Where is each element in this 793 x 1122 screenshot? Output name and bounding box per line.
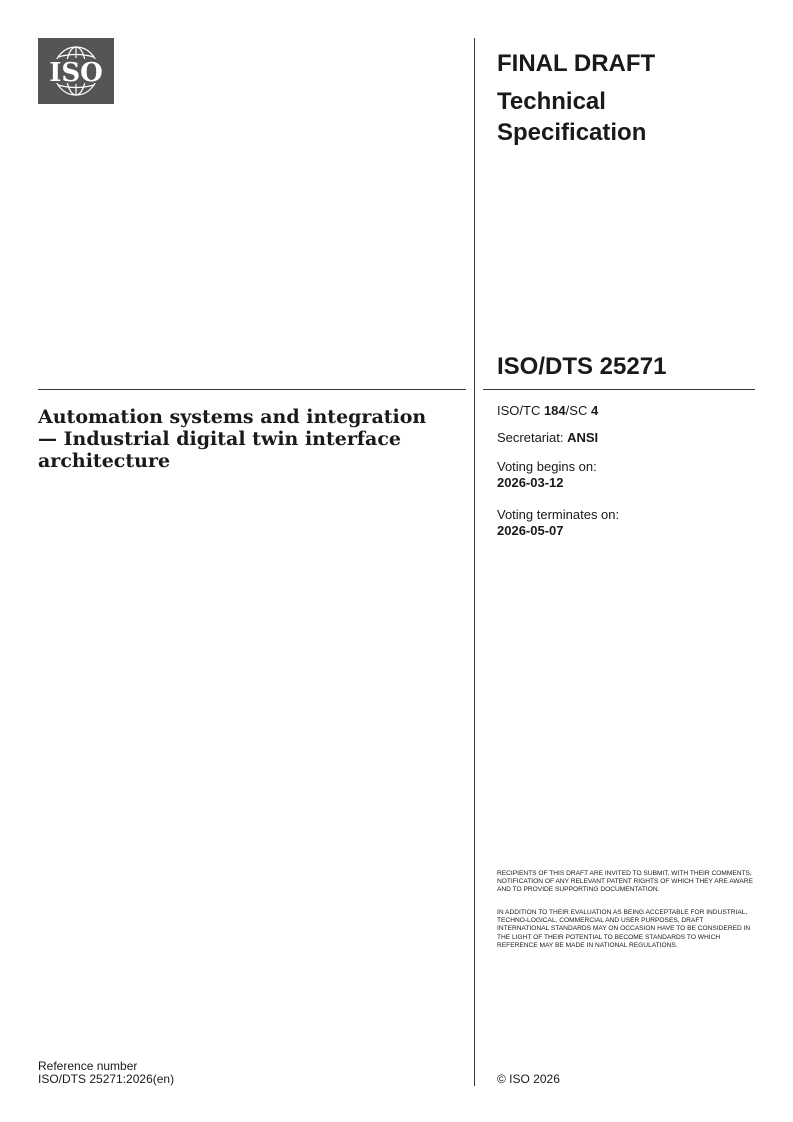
iso-logo [38,38,114,104]
voting-begins-date: 2026-03-12 [497,475,564,490]
svg-text:ISO: ISO [49,58,103,88]
voting-terminates-date: 2026-05-07 [497,523,564,538]
draft-label: FINAL DRAFT [497,50,656,77]
horizontal-divider-right [483,389,755,390]
secretariat-value: ANSI [567,430,599,445]
committee-prefix: ISO/TC [497,403,544,418]
voting-terminates-label: Voting terminates on: [497,507,620,522]
reference-label: Reference number [38,1059,138,1073]
document-number: ISO/DTS 25271 [497,353,667,380]
voting-terminates [497,507,619,539]
evaluation-notice: IN ADDITION TO THEIR EVALUATION AS BEING ACCEPTABLE FOR INDUSTRIAL, TECHNO-LOGICAL, COMMERCIAL AND USER PURPOSES, DRAFT INTERNATIONAL STANDARDS MAY ON OCCASION HAVE TO BE CONSIDERED IN THE LIGHT OF THEIR POTENTIAL TO BECOME STANDARDS TO WHICH REFERENCE MAY BE MADE IN NATIONAL REGULATIONS. [497,909,751,949]
patent-notice: RECIPIENTS OF THIS DRAFT ARE INVITED TO SUBMIT, WITH THEIR COMMENTS, NOTIFICATION OF ANY RELEVANT PATENT RIGHTS OF WHICH THEY ARE AWARE AND TO PROVIDE SUPPORTING DOCUMENTATION. [497,870,753,894]
document-type: Technical Specification [497,88,647,146]
horizontal-divider-left [38,389,466,390]
document-title: Automation systems and integration — Industrial digital twin interface architecture [38,406,427,472]
committee-line [497,403,598,419]
vertical-divider [474,38,475,1086]
secretariat-line [497,430,598,446]
sc-number: 4 [590,403,599,418]
tc-number: 184 [543,403,566,418]
secretariat-label: Secretariat: [497,430,568,445]
reference-number: ISO/DTS 25271:2026(en) [38,1072,175,1086]
voting-begins [497,459,597,491]
sc-prefix: /SC [565,403,591,418]
voting-begins-label: Voting begins on: [497,459,597,474]
copyright: © ISO 2026 [497,1072,560,1086]
